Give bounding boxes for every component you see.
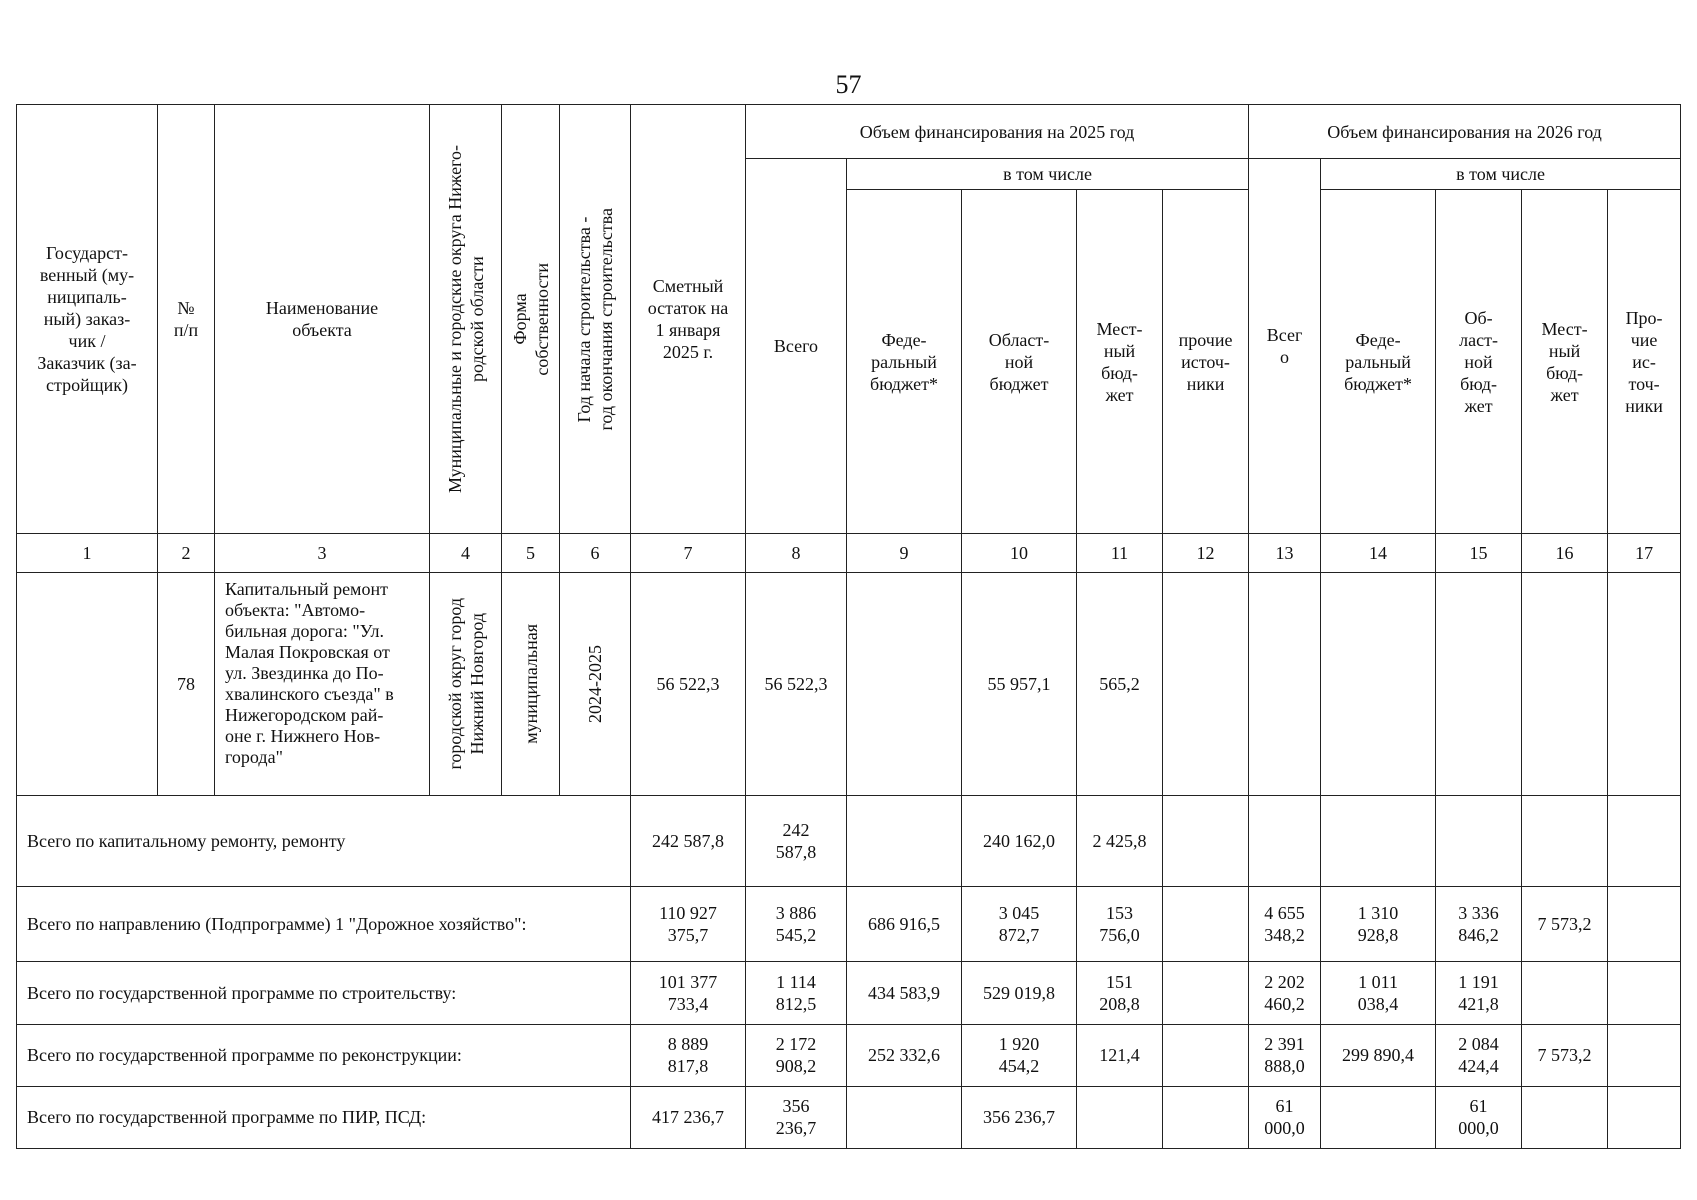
col-header-district: Муниципальные и городские округа Нижего- родской области (444, 145, 487, 494)
total-value-cell: 61 000,0 (1249, 1086, 1321, 1148)
column-number-cell: 1 (17, 534, 158, 573)
object-value-cell (1608, 573, 1681, 796)
total-value-cell: 151 208,8 (1077, 962, 1163, 1024)
object-value-cell (1436, 573, 1522, 796)
column-number-cell: 14 (1321, 534, 1436, 573)
group-header-funding-2025: Объем финансирования на 2025 год (746, 105, 1249, 159)
object-years: 2024-2025 (585, 645, 605, 724)
total-value-cell: 356 236,7 (962, 1086, 1077, 1148)
column-number-cell: 8 (746, 534, 847, 573)
object-district: городской округ город Нижний Новгород (444, 598, 487, 770)
object-value-cell (1522, 573, 1608, 796)
total-value-cell (1608, 962, 1681, 1024)
col-header-object-name: Наименование объекта (215, 105, 430, 534)
column-number-cell: 10 (962, 534, 1077, 573)
object-value-cell (1249, 573, 1321, 796)
total-value-cell (1436, 795, 1522, 886)
object-value-cell (1321, 573, 1436, 796)
column-number-cell: 2 (158, 534, 215, 573)
object-ownership: муниципальная (520, 624, 541, 745)
column-number-cell: 9 (847, 534, 962, 573)
total-value-cell: 110 927 375,7 (631, 887, 746, 962)
col-header-federal-2025: Феде- ральный бюджет* (847, 190, 962, 534)
subgroup-header-including-2026: в том числе (1321, 159, 1681, 190)
total-value-cell: 2 391 888,0 (1249, 1024, 1321, 1086)
total-value-cell: 2 202 460,2 (1249, 962, 1321, 1024)
column-number-cell: 12 (1163, 534, 1249, 573)
total-value-cell: 3 336 846,2 (1436, 887, 1522, 962)
total-value-cell: 1 114 812,5 (746, 962, 847, 1024)
column-number-cell: 11 (1077, 534, 1163, 573)
total-value-cell: 299 890,4 (1321, 1024, 1436, 1086)
object-value-cell (1163, 573, 1249, 796)
total-value-cell: 529 019,8 (962, 962, 1077, 1024)
total-value-cell (847, 1086, 962, 1148)
object-number: 78 (158, 573, 215, 796)
col-header-local-2026: Мест- ный бюд- жет (1522, 190, 1608, 534)
total-value-cell: 2 425,8 (1077, 795, 1163, 886)
total-row-label: Всего по государственной программе по ПИР, ПСД: (17, 1086, 631, 1148)
col-header-years: Год начала строительства - год окончания строительства (574, 207, 616, 431)
total-value-cell: 7 573,2 (1522, 887, 1608, 962)
column-number-cell: 16 (1522, 534, 1608, 573)
total-row-label: Всего по государственной программе по реконструкции: (17, 1024, 631, 1086)
object-customer (17, 573, 158, 796)
total-value-cell (1522, 795, 1608, 886)
total-value-cell: 356 236,7 (746, 1086, 847, 1148)
col-header-other-2026: Про- чие ис- точ- ники (1608, 190, 1681, 534)
total-value-cell: 417 236,7 (631, 1086, 746, 1148)
column-number-cell: 6 (560, 534, 631, 573)
total-value-cell (1522, 1086, 1608, 1148)
total-row-label: Всего по капитальному ремонту, ремонту (17, 795, 631, 886)
total-value-cell: 121,4 (1077, 1024, 1163, 1086)
object-years-cell (560, 573, 631, 796)
table-row-total (17, 962, 1681, 1024)
col-header-customer: Государст- венный (му- ниципаль- ный) заказ- чик / Заказчик (за- стройщик) (17, 105, 158, 534)
financing-table (16, 104, 1681, 1149)
column-number-cell: 3 (215, 534, 430, 573)
total-value-cell: 240 162,0 (962, 795, 1077, 886)
total-value-cell (1608, 887, 1681, 962)
total-value-cell (1163, 1086, 1249, 1148)
subgroup-header-including-2025: в том числе (847, 159, 1249, 190)
total-value-cell: 7 573,2 (1522, 1024, 1608, 1086)
col-header-ownership-cell (502, 105, 560, 534)
total-value-cell (1522, 962, 1608, 1024)
group-header-funding-2026: Объем финансирования на 2026 год (1249, 105, 1681, 159)
total-value-cell: 4 655 348,2 (1249, 887, 1321, 962)
total-value-cell (1608, 1086, 1681, 1148)
col-header-estimate-balance: Сметный остаток на 1 января 2025 г. (631, 105, 746, 534)
column-number-cell: 5 (502, 534, 560, 573)
column-number-cell: 17 (1608, 534, 1681, 573)
total-value-cell: 3 886 545,2 (746, 887, 847, 962)
total-value-cell (1077, 1086, 1163, 1148)
col-header-other-2025: прочие источ- ники (1163, 190, 1249, 534)
total-value-cell: 61 000,0 (1436, 1086, 1522, 1148)
column-number-row (17, 534, 1681, 573)
table-row-total (17, 1086, 1681, 1148)
total-value-cell (1608, 1024, 1681, 1086)
total-value-cell: 3 045 872,7 (962, 887, 1077, 962)
object-district-cell (430, 573, 502, 796)
total-value-cell (1163, 962, 1249, 1024)
total-value-cell (1608, 795, 1681, 886)
object-name: Капитальный ремонт объекта: "Автомо- бильная дорога: "Ул. Малая Покровская от ул. Звездинка до По- хвалинского съезда" в Нижегородском рай- оне г. Нижнего Нов- города" (215, 573, 430, 796)
col-header-ownership: Форма собственности (509, 262, 552, 376)
column-number-cell: 4 (430, 534, 502, 573)
total-value-cell (1163, 887, 1249, 962)
object-ownership-cell (502, 573, 560, 796)
total-value-cell: 1 191 421,8 (1436, 962, 1522, 1024)
total-value-cell: 2 084 424,4 (1436, 1024, 1522, 1086)
total-value-cell: 252 332,6 (847, 1024, 962, 1086)
total-value-cell (1321, 1086, 1436, 1148)
col-header-total-2025: Всего (746, 159, 847, 534)
total-value-cell: 8 889 817,8 (631, 1024, 746, 1086)
total-value-cell: 1 310 928,8 (1321, 887, 1436, 962)
total-value-cell: 242 587,8 (631, 795, 746, 886)
total-value-cell: 101 377 733,4 (631, 962, 746, 1024)
header-row-1 (17, 105, 1681, 159)
col-header-federal-2026: Феде- ральный бюджет* (1321, 190, 1436, 534)
col-header-district-cell (430, 105, 502, 534)
column-number-cell: 7 (631, 534, 746, 573)
total-value-cell: 434 583,9 (847, 962, 962, 1024)
col-header-regional-2025: Област- ной бюджет (962, 190, 1077, 534)
object-value-cell: 55 957,1 (962, 573, 1077, 796)
table-row-total (17, 1024, 1681, 1086)
object-value-cell: 56 522,3 (631, 573, 746, 796)
total-value-cell: 1 920 454,2 (962, 1024, 1077, 1086)
table-row-total (17, 887, 1681, 962)
total-value-cell (1163, 1024, 1249, 1086)
total-value-cell: 1 011 038,4 (1321, 962, 1436, 1024)
table-row-total (17, 795, 1681, 886)
total-value-cell (1321, 795, 1436, 886)
col-header-total-2026: Всег о (1249, 159, 1321, 534)
object-value-cell: 56 522,3 (746, 573, 847, 796)
page-number: 57 (835, 70, 862, 99)
col-header-regional-2026: Об- ласт- ной бюд- жет (1436, 190, 1522, 534)
total-value-cell (847, 795, 962, 886)
total-value-cell: 686 916,5 (847, 887, 962, 962)
total-value-cell: 242 587,8 (746, 795, 847, 886)
object-value-cell: 565,2 (1077, 573, 1163, 796)
total-value-cell: 153 756,0 (1077, 887, 1163, 962)
total-value-cell: 2 172 908,2 (746, 1024, 847, 1086)
total-row-label: Всего по государственной программе по строительству: (17, 962, 631, 1024)
col-header-num: № п/п (158, 105, 215, 534)
table-row-object (17, 573, 1681, 796)
col-header-local-2025: Мест- ный бюд- жет (1077, 190, 1163, 534)
total-value-cell (1163, 795, 1249, 886)
object-value-cell (847, 573, 962, 796)
total-value-cell (1249, 795, 1321, 886)
total-row-label: Всего по направлению (Подпрограмме) 1 "Дорожное хозяйство": (17, 887, 631, 962)
col-header-years-cell (560, 105, 631, 534)
column-number-cell: 13 (1249, 534, 1321, 573)
column-number-cell: 15 (1436, 534, 1522, 573)
